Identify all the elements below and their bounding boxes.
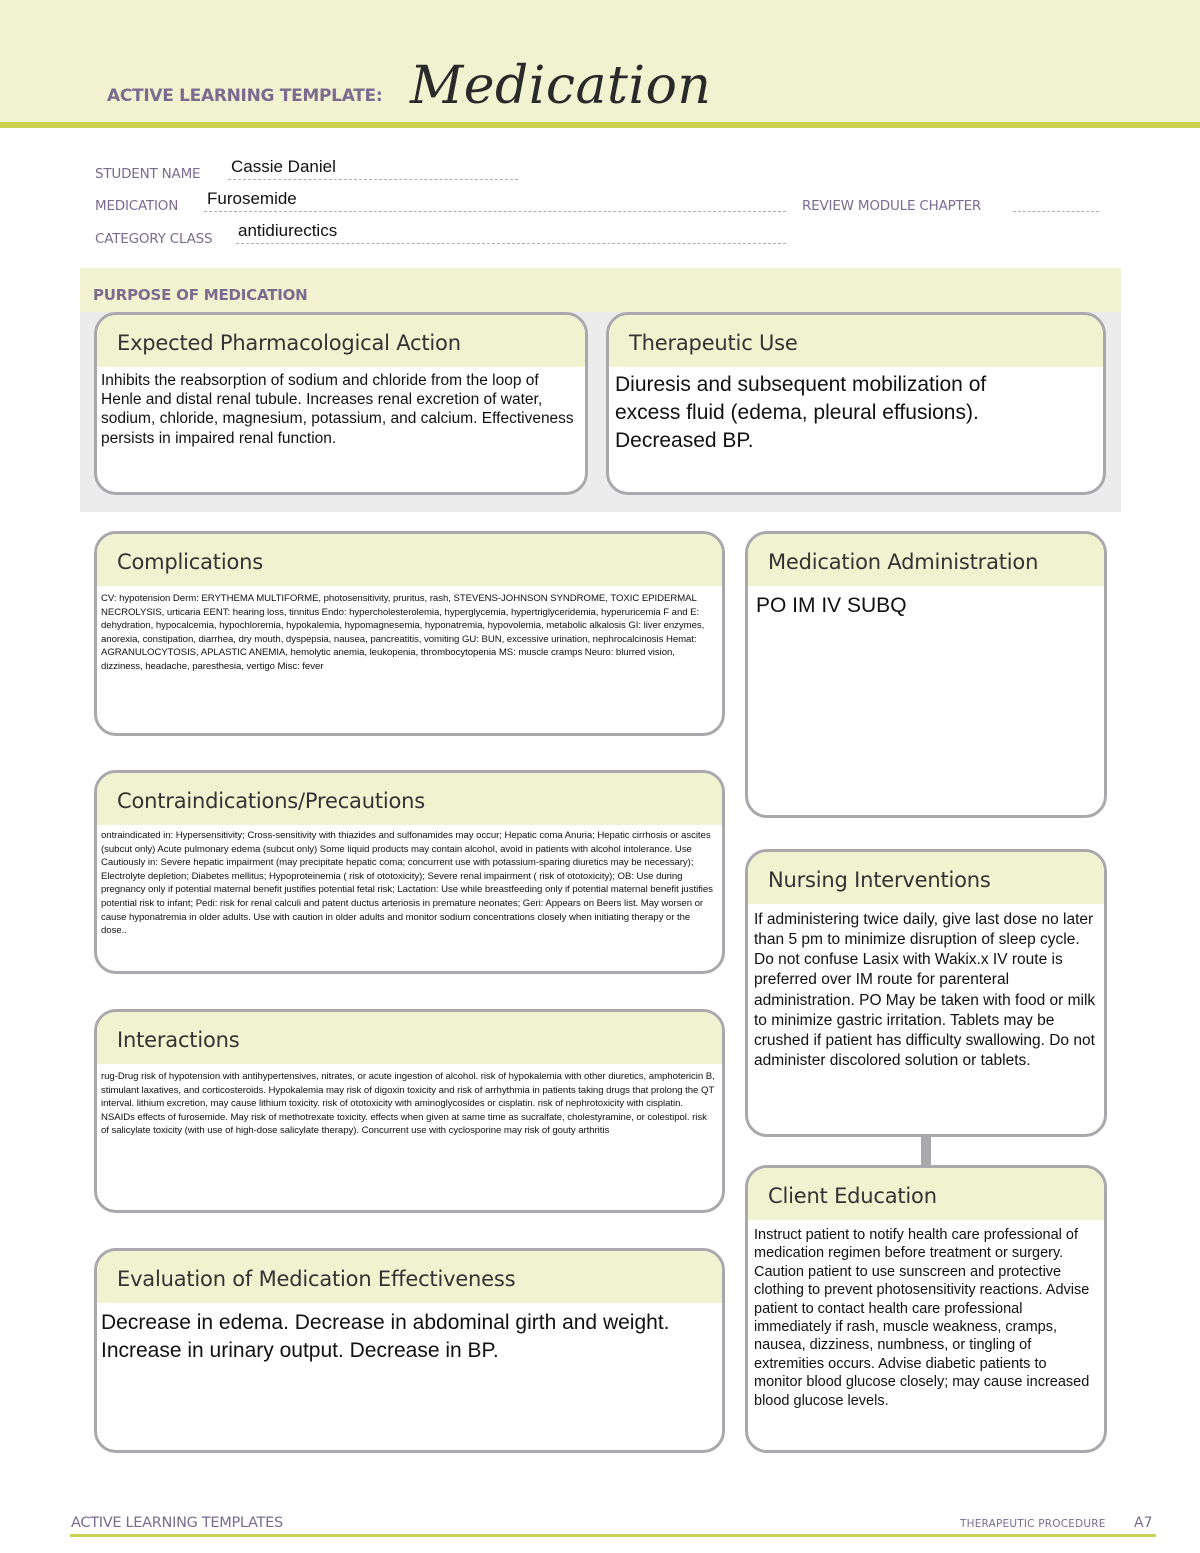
interactions-text[interactable]: rug-Drug risk of hypotension with antihypertensives, nitrates, or acute ingestion of alcohol. risk of hypokalemia with other diuretics, amphotericin B, stimulant laxatives, and corticosteroids. Hypokalemia may risk of digoxin toxicity and risk of arrhythmia in patients taking drugs that prolong the QT interval. lithium excretion, may cause lithium toxicity. risk of ototoxicity with aminoglycosides or cisplatin. risk of nephrotoxicity with cisplatin. NSAIDs effects of furosemide. May risk of methotrexate toxicity. effects when given at same time as sucralfate, cholestyramine, or colestipol. risk of salicylate toxicity (with use of high-dose salicylate therapy). Concurrent use with cyclosporine may risk of gouty arthritis — [101, 1071, 715, 1137]
page-number: A7 — [1134, 1515, 1153, 1531]
interactions-title: Interactions — [97, 1012, 722, 1064]
template-label: ACTIVE LEARNING TEMPLATE: — [107, 86, 383, 106]
client-education-text[interactable]: Instruct patient to notify health care professional of medication regimen before treatment or surgery. Caution patient to use sunscreen and protective clothing to prevent photosensitivity reactions. Advise patient to contact health care professional immediately if rash, muscle weakness, cramps, nausea, dizziness, numbness, or tingling of extremities occurs. Advise diabetic patients to monitor blood glucose closely; may cause increased blood glucose levels. — [754, 1227, 1090, 1409]
nursing-education-connector — [921, 1134, 931, 1168]
category-class-label: CATEGORY CLASS — [95, 231, 213, 247]
therapeutic-use-text[interactable]: Diuresis and subsequent mobilization of excess fluid (edema, pleural effusions). Decreased BP. — [615, 373, 987, 452]
client-education-box — [745, 1165, 1107, 1453]
category-class-field[interactable]: antidiurectics — [238, 221, 338, 240]
purpose-label: PURPOSE OF MEDICATION — [93, 286, 308, 304]
student-name-label: STUDENT NAME — [95, 166, 201, 182]
expected-action-text[interactable]: Inhibits the reabsorption of sodium and chloride from the loop of Henle and distal renal tubule. Increases renal excretion of water, sodium, chloride, magnesium, potassium, and calcium. Effectiveness persists in impaired renal function. — [101, 372, 574, 447]
medication-field[interactable]: Furosemide — [207, 189, 297, 208]
evaluation-title: Evaluation of Medication Effectiveness — [97, 1251, 722, 1303]
nursing-interventions-title: Nursing Interventions — [748, 852, 1104, 904]
complications-title: Complications — [97, 534, 722, 586]
footer-section: THERAPEUTIC PROCEDURE — [960, 1518, 1106, 1530]
page-title: Medication — [410, 56, 712, 116]
contraindications-title: Contraindications/Precautions — [97, 773, 722, 825]
complications-box — [94, 531, 725, 736]
administration-title: Medication Administration — [748, 534, 1104, 586]
evaluation-text[interactable]: Decrease in edema. Decrease in abdominal girth and weight. Increase in urinary output. Decrease in BP. — [101, 1311, 670, 1362]
expected-action-box — [94, 312, 588, 495]
category-class-underline — [236, 242, 786, 244]
administration-box — [745, 531, 1107, 818]
evaluation-box — [94, 1248, 725, 1453]
medication-label: MEDICATION — [95, 198, 179, 214]
complications-text[interactable]: CV: hypotension Derm: ERYTHEMA MULTIFORME, photosensitivity, pruritus, rash, STEVENS-JOHNSON SYNDROME, TOXIC EPIDERMAL NECROLYSIS, urticaria EENT: hearing loss, tinnitus Endo: hypercholesterolemia, hyperglycemia, hypertriglyceridemia, hyperuricemia F and E: dehydration, hypocalcemia, hypochloremia, hypokalemia, hypomagnesemia, hyponatremia, hypovolemia, metabolic alkalosis GI: liver enzymes, anorexia, constipation, diarrhea, dry mouth, dyspepsia, nausea, pancreatitis, vomiting GU: BUN, excessive urination, nephrocalcinosis Hemat: AGRANULOCYTOSIS, APLASTIC ANEMIA, hemolytic anemia, leukopenia, thrombocytopenia MS: muscle cramps Neuro: blurred vision, dizziness, headache, paresthesia, vertigo Misc: fever — [101, 593, 705, 673]
review-module-chapter-label: REVIEW MODULE CHAPTER — [802, 198, 982, 214]
therapeutic-use-box — [606, 312, 1106, 495]
interactions-box — [94, 1009, 725, 1213]
contraindications-text[interactable]: ontraindicated in: Hypersensitivity; Cross-sensitivity with thiazides and sulfonamides may occur; Hepatic coma Anuria; Hepatic cirrhosis or ascites (subcut only) Acute pulmonary edema (subcut only) Some liquid products may contain alcohol, avoid in patients with alcohol intolerance. Use Cautiously in: Severe hepatic impairment (may precipitate hepatic coma; concurrent use with potassium-sparing diuretics may be necessary); Electrolyte depletion; Diabetes mellitus; Hypoproteinemia ( risk of ototoxicity); Severe renal impairment ( risk of ototoxicity); OB: Use during pregnancy only if potential maternal benefit justifies potential fetal risk; Lactation: Use while breastfeeding only if potential maternal benefit justifies potential risk to infant; Pedi: risk for renal calculi and patent ductus arteriosis in premature neonates; Geri: Appears on Beers list. May worsen or cause hyponatremia in older adults. Use with caution in older adults and monitor sodium concentrations closely when initiating therapy or the dose.. — [101, 830, 713, 937]
student-name-field[interactable]: Cassie Daniel — [231, 157, 336, 176]
review-module-chapter-underline — [1013, 210, 1099, 212]
medication-underline — [204, 210, 786, 212]
footer-rule — [70, 1534, 1156, 1537]
expected-action-title: Expected Pharmacological Action — [97, 315, 585, 367]
footer-title: ACTIVE LEARNING TEMPLATES — [71, 1515, 283, 1531]
client-education-title: Client Education — [748, 1168, 1104, 1220]
nursing-interventions-box — [745, 849, 1107, 1137]
contraindications-box — [94, 770, 725, 974]
student-name-underline — [228, 178, 518, 180]
header-rule — [0, 122, 1200, 128]
therapeutic-use-title: Therapeutic Use — [609, 315, 1103, 367]
nursing-interventions-text[interactable]: If administering twice daily, give last dose no later than 5 pm to minimize disruption of sleep cycle. Do not confuse Lasix with Wakix.x IV route is preferred over IM route for parenteral administration. PO May be taken with food or milk to minimize gastric irritation. Tablets may be crushed if patient has difficulty swallowing. Do not administer discolored solution or tablets. — [754, 911, 1096, 1069]
administration-text[interactable]: PO IM IV SUBQ — [756, 594, 907, 617]
